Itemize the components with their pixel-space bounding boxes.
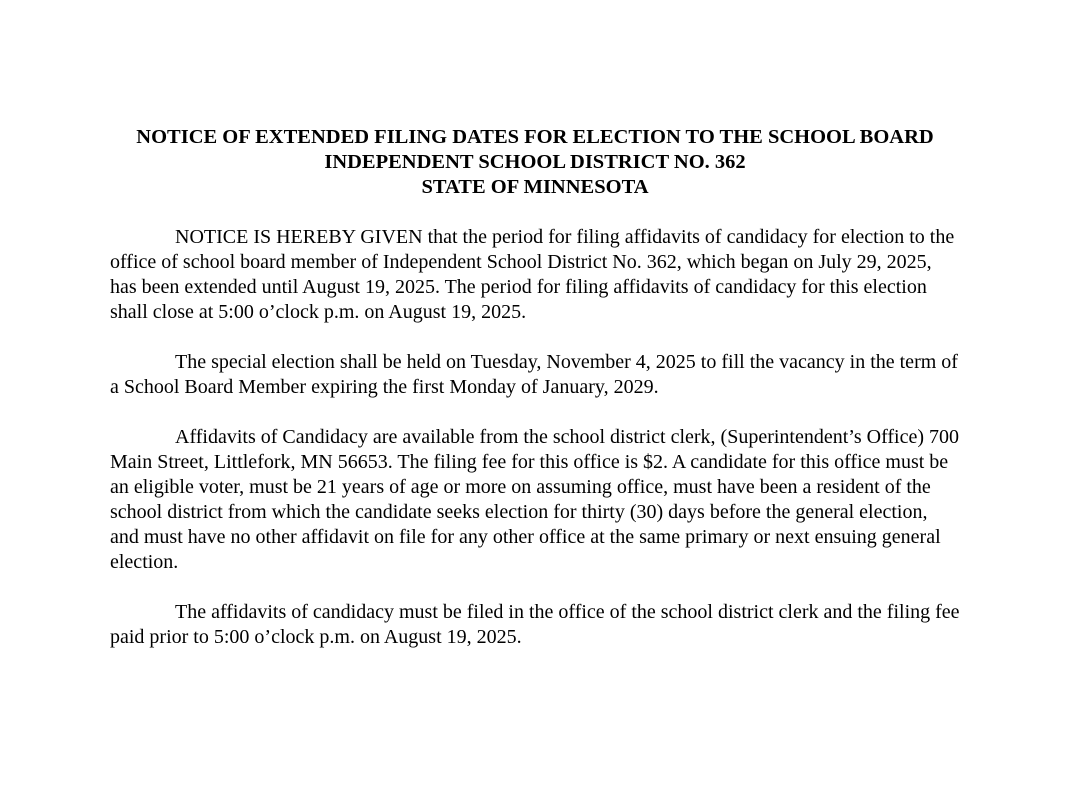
heading-state: STATE OF MINNESOTA <box>421 176 649 198</box>
paragraph-election-date: The special election shall be held on Tuesday, November 4, 2025 to fill the vacancy in the term of a School Board Member expiring the first Monday of January, 2029. <box>110 351 958 398</box>
paragraph-candidate-requirements: Affidavits of Candidacy are available from the school district clerk, (Superintendent’s Office) 700 Main Street, Littlefork, MN 56653. The filing fee for this office is $2. A candidate for this office must be an eligible voter, must be 21 years of age or more on assuming office, must have been a resident of the school district from which the candidate seeks election for thirty (30) days before the general election, and must have no other affidavit on file for any other office at the same primary or next ensuing general election. <box>110 426 960 573</box>
heading-title: NOTICE OF EXTENDED FILING DATES FOR ELECTION TO THE SCHOOL BOARD <box>136 126 934 148</box>
notice-heading <box>110 125 960 200</box>
notice-document <box>110 125 960 650</box>
paragraph-filing-deadline: The affidavits of candidacy must be filed in the office of the school district clerk and the filing fee paid prior to 5:00 o’clock p.m. on August 19, 2025. <box>110 601 960 648</box>
heading-district: INDEPENDENT SCHOOL DISTRICT NO. 362 <box>324 151 746 173</box>
paragraph-filing-period: NOTICE IS HEREBY GIVEN that the period for filing affidavits of candidacy for election to the office of school board member of Independent School District No. 362, which began on July 29, 2025, has been extended until August 19, 2025. The period for filing affidavits of candidacy for this election shall close at 5:00 o’clock p.m. on August 19, 2025. <box>110 226 955 323</box>
